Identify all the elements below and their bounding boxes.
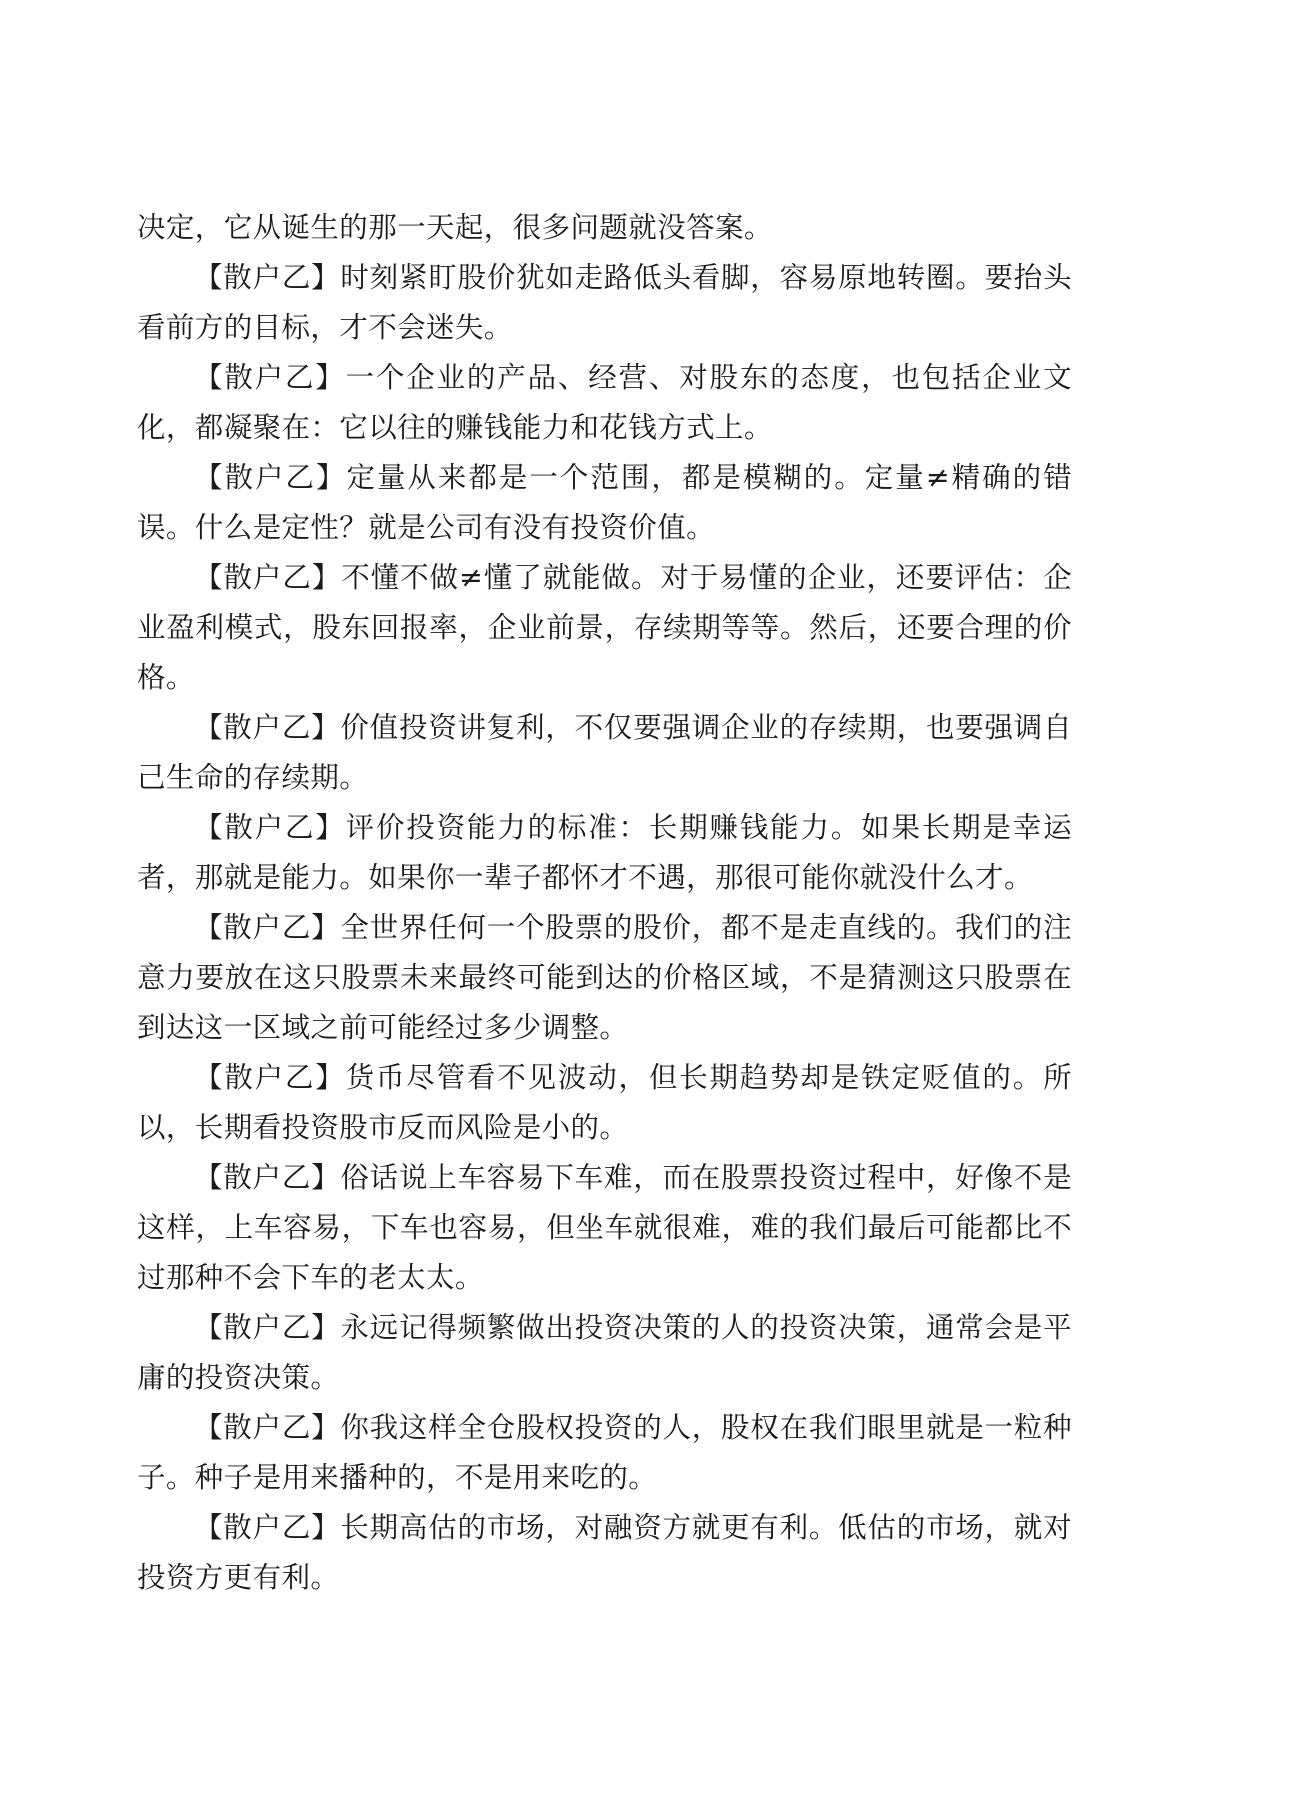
quote-text: 定量从来都是一个范围，都是模糊的。定量≠精确的错误。什么是定性？就是公司有没有投资价值。 <box>137 461 1072 544</box>
quote-paragraph <box>137 703 1072 803</box>
quote-paragraph <box>137 903 1072 1053</box>
speaker-label: 【散户乙】 <box>194 811 346 844</box>
speaker-label: 【散户乙】 <box>194 911 341 944</box>
paragraph-text: 决定，它从诞生的那一天起，很多问题就没答案。 <box>137 211 773 244</box>
quote-paragraph <box>137 253 1072 353</box>
quote-text: 一个企业的产品、经营、对股东的态度，也包括企业文化，都凝聚在：它以往的赚钱能力和花钱方式上。 <box>137 361 1072 444</box>
speaker-label: 【散户乙】 <box>194 261 341 294</box>
quote-paragraph <box>137 453 1072 553</box>
quote-text: 价值投资讲复利，不仅要强调企业的存续期，也要强调自己生命的存续期。 <box>137 711 1072 794</box>
speaker-label: 【散户乙】 <box>194 561 342 594</box>
speaker-label: 【散户乙】 <box>194 1411 341 1444</box>
speaker-label: 【散户乙】 <box>194 1511 341 1544</box>
speaker-label: 【散户乙】 <box>194 1061 346 1094</box>
quote-text: 你我这样全仓股权投资的人，股权在我们眼里就是一粒种子。种子是用来播种的，不是用来吃的。 <box>137 1411 1072 1494</box>
quote-text: 不懂不做≠懂了就能做。对于易懂的企业，还要评估：企业盈利模式，股东回报率，企业前景，存续期等等。然后，还要合理的价格。 <box>137 561 1072 694</box>
speaker-label: 【散户乙】 <box>194 1161 341 1194</box>
quote-text: 时刻紧盯股价犹如走路低头看脚，容易原地转圈。要抬头看前方的目标，才不会迷失。 <box>137 261 1072 344</box>
quote-text: 全世界任何一个股票的股价，都不是走直线的。我们的注意力要放在这只股票未来最终可能到达的价格区域，不是猜测这只股票在到达这一区域之前可能经过多少调整。 <box>137 911 1072 1044</box>
quote-text: 货币尽管看不见波动，但长期趋势却是铁定贬值的。所以，长期看投资股市反而风险是小的。 <box>137 1061 1072 1144</box>
quote-text: 俗话说上车容易下车难，而在股票投资过程中，好像不是这样，上车容易，下车也容易，但坐车就很难，难的我们最后可能都比不过那种不会下车的老太太。 <box>137 1161 1072 1294</box>
document-body <box>137 203 1072 1603</box>
quote-paragraph <box>137 1403 1072 1503</box>
quote-paragraph <box>137 353 1072 453</box>
quote-text: 永远记得频繁做出投资决策的人的投资决策，通常会是平庸的投资决策。 <box>137 1311 1072 1394</box>
quote-paragraph <box>137 1503 1072 1603</box>
speaker-label: 【散户乙】 <box>194 711 341 744</box>
quote-text: 长期高估的市场，对融资方就更有利。低估的市场，就对投资方更有利。 <box>137 1511 1072 1594</box>
quote-text: 评价投资能力的标准：长期赚钱能力。如果长期是幸运者，那就是能力。如果你一辈子都怀才不遇，那很可能你就没什么才。 <box>137 811 1072 894</box>
speaker-label: 【散户乙】 <box>194 461 347 494</box>
quote-paragraph <box>137 553 1072 703</box>
speaker-label: 【散户乙】 <box>194 361 346 394</box>
paragraph-continuation <box>137 203 1072 253</box>
quote-paragraph <box>137 1053 1072 1153</box>
quote-paragraph <box>137 803 1072 903</box>
quote-paragraph <box>137 1153 1072 1303</box>
speaker-label: 【散户乙】 <box>194 1311 341 1344</box>
quote-paragraph <box>137 1303 1072 1403</box>
